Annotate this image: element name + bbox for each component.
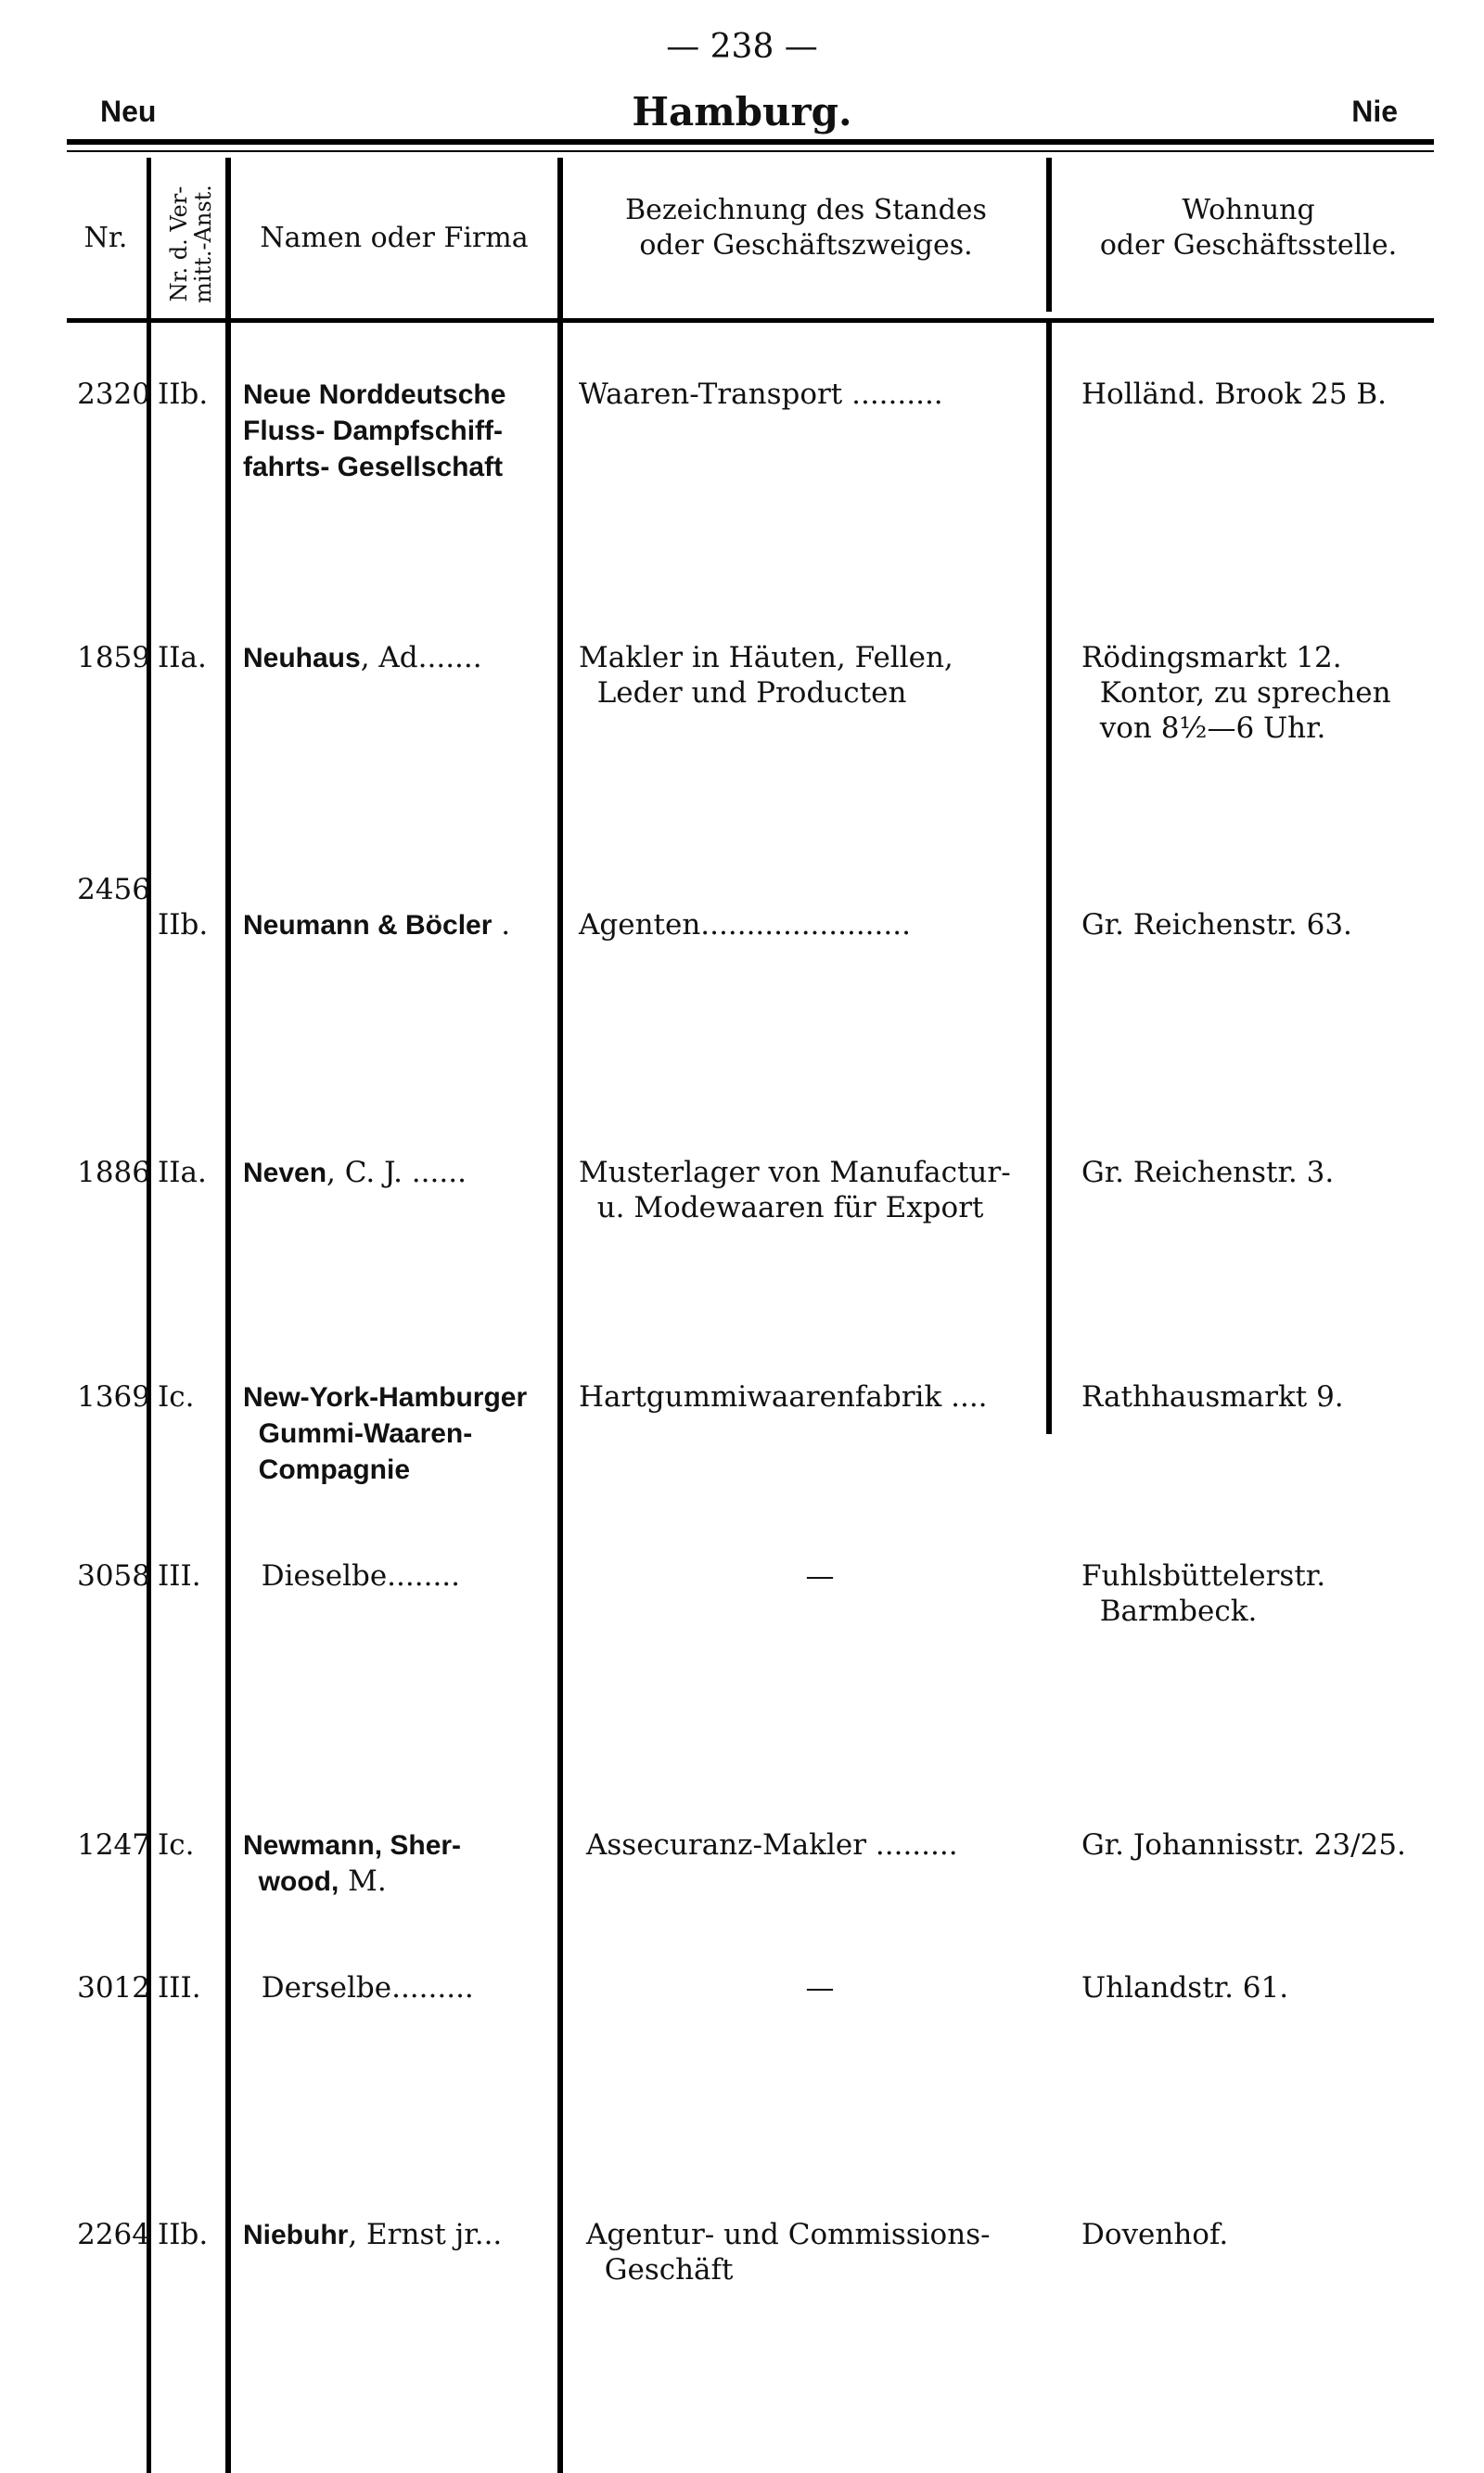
entry-name-bold: Neue Norddeutsche Fluss- Dampfschiff- fahrts- Gesellschaft: [243, 379, 506, 482]
entry-name-plain: , Ad.......: [360, 641, 482, 674]
entry-name: [243, 1827, 556, 1900]
entry-number: 3058: [77, 1559, 150, 1593]
entry-name: [243, 377, 556, 485]
entry-name-bold: Neumann & Böcler: [243, 910, 493, 941]
entry-number: 1859: [77, 641, 150, 674]
col-head-nr: Nr.: [83, 222, 128, 254]
entry-address: Gr. Reichenstr. 63.: [1081, 908, 1352, 942]
entry-occupation: Musterlager von Manufactur- u. Modewaaren für Export: [579, 1156, 1011, 1224]
entry-occupation: Waaren-Transport ..........: [579, 378, 943, 411]
entry-agency: IIa.: [158, 1156, 207, 1189]
entry-agency: III.: [158, 1559, 201, 1593]
entry-occupation: Hartgummiwaarenfabrik ....: [579, 1380, 988, 1414]
entry-occupation: —: [805, 1971, 835, 2005]
entry-address: Gr. Reichenstr. 3.: [1081, 1156, 1335, 1189]
entry-name-plain: .: [492, 908, 511, 942]
header-rule-thin: [67, 150, 1434, 152]
entry-address: Dovenhof.: [1081, 2218, 1229, 2251]
entry-address: Holländ. Brook 25 B.: [1081, 378, 1388, 411]
entry-name-bold: Newmann, Sher- wood,: [243, 1830, 462, 1897]
entry-name-bold: Niebuhr: [243, 2220, 349, 2250]
header-rule-thick: [67, 139, 1434, 145]
entry-name-plain: Dieselbe........: [243, 1559, 461, 1593]
entry-name: [243, 1970, 556, 2006]
entry-number: 2456: [77, 873, 150, 906]
entry-agency: IIa.: [158, 641, 207, 674]
entry-number: 1886: [77, 1156, 150, 1189]
entry-address: Fuhlsbüttelerstr. Barmbeck.: [1081, 1559, 1326, 1628]
entry-occupation: Agenten.......................: [579, 908, 911, 942]
entry-number: 1247: [77, 1828, 150, 1862]
column-head-rule: [67, 318, 1434, 323]
column-divider-3: [557, 158, 563, 2473]
column-divider-4: [1046, 158, 1052, 312]
running-head-left: Neu: [100, 95, 157, 128]
col-head-name: Namen oder Firma: [260, 222, 529, 254]
entry-agency: IIb.: [158, 378, 209, 411]
column-divider-2: [225, 158, 231, 2473]
entry-agency: IIb.: [158, 2218, 209, 2251]
entry-address: Gr. Johannisstr. 23/25.: [1081, 1828, 1406, 1862]
entry-name-bold: New-York-Hamburger Gummi-Waaren- Compagnie: [243, 1382, 528, 1485]
entry-name-bold: Neven: [243, 1158, 327, 1188]
entry-number: 3012: [77, 1971, 150, 2005]
column-divider-4-lower: [1046, 323, 1052, 1434]
entry-address: Uhlandstr. 61.: [1081, 1971, 1289, 2005]
entry-name: [243, 1155, 556, 1191]
entry-number: 1369: [77, 1380, 150, 1414]
entry-name-plain: , Ernst jr...: [348, 2218, 503, 2251]
entry-address: Rathhausmarkt 9.: [1081, 1380, 1344, 1414]
page-number: — 238 —: [666, 28, 818, 66]
entry-occupation: Assecuranz-Makler .........: [586, 1828, 958, 1862]
column-divider-1: [147, 158, 151, 2473]
page-title: Hamburg.: [632, 89, 852, 135]
col-head-vermittlungsanstalt: Nr. d. Ver- mitt.-Anst.: [166, 185, 216, 303]
entry-number: 2320: [77, 378, 150, 411]
entry-agency: Ic.: [158, 1828, 195, 1862]
entry-agency: Ic.: [158, 1380, 195, 1414]
entry-name-plain: M.: [339, 1864, 387, 1898]
running-head-right: Nie: [1351, 95, 1398, 128]
col-head-wohnung: Wohnung oder Geschäftsstelle.: [1099, 194, 1398, 262]
entry-name-bold: Neuhaus: [243, 643, 361, 673]
entry-occupation: Makler in Häuten, Fellen, Leder und Producten: [579, 641, 953, 710]
entry-name: [243, 1558, 556, 1595]
entry-name: [243, 640, 556, 676]
entry-name-plain: Derselbe.........: [243, 1971, 474, 2005]
entry-name: [243, 2217, 556, 2253]
entry-occupation: —: [805, 1559, 835, 1593]
entry-address: Rödingsmarkt 12. Kontor, zu sprechen von 8½—6 Uhr.: [1081, 641, 1391, 745]
entry-name-plain: , C. J. ......: [326, 1156, 467, 1189]
col-head-bezeichnung: Bezeichnung des Standes oder Geschäftszweiges.: [625, 194, 987, 262]
entry-occupation: Agentur- und Commissions- Geschäft: [586, 2218, 991, 2287]
entry-agency: III.: [158, 1971, 201, 2005]
entry-name: [243, 907, 556, 943]
entry-number: 2264: [77, 2218, 150, 2251]
entry-agency: IIb.: [158, 908, 209, 942]
entry-name: [243, 1379, 556, 1488]
